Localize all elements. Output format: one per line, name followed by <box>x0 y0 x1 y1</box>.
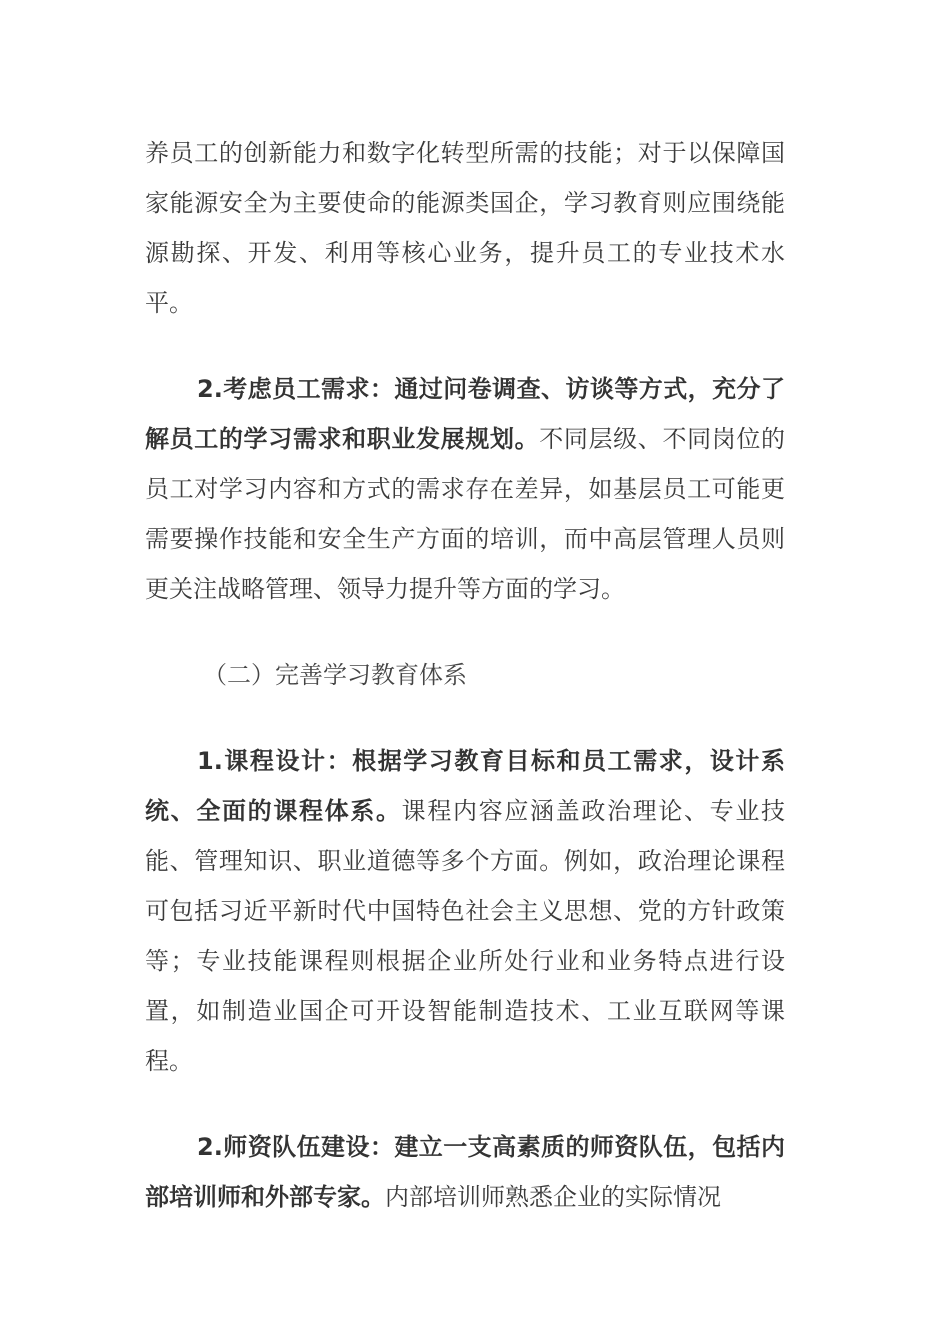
paragraph-text: 内部培训师熟悉企业的实际情况 <box>385 1183 721 1211</box>
paragraph-bold-lead: 1.课程设计：根据学习教育目标和员工需求，设计系统、全面的课程体系。 <box>145 747 785 825</box>
document-page <box>145 128 785 1222</box>
paragraph-employee-needs <box>145 364 785 614</box>
paragraph-text: 课程内容应涵盖政治理论、专业技能、管理知识、职业道德等多个方面。例如，政治理论课程可包括习近平新时代中国特色社会主义思想、党的方针政策等；专业技能课程则根据企业所处行业和业务特点进行设置，如制造业国企可开设智能制造技术、工业互联网等课程。 <box>145 797 786 1075</box>
paragraph-bold-lead: 2.师资队伍建设：建立一支高素质的师资队伍，包括内部培训师和外部专家。 <box>145 1133 785 1211</box>
paragraph-text: 不同层级、不同岗位的员工对学习内容和方式的需求存在差异，如基层员工可能更需要操作技能和安全生产方面的培训，而中高层管理人员则更关注战略管理、领导力提升等方面的学习。 <box>145 425 786 603</box>
paragraph-course-design <box>145 736 785 1086</box>
paragraph-bold-lead: 2.考虑员工需求：通过问卷调查、访谈等方式，充分了解员工的学习需求和职业发展规划。 <box>145 375 785 453</box>
section-heading: （二）完善学习教育体系 <box>203 661 467 689</box>
paragraph-faculty-building <box>145 1122 785 1222</box>
paragraph-energy-soe-training <box>145 128 785 328</box>
paragraph-text: 养员工的创新能力和数字化转型所需的技能；对于以保障国家能源安全为主要使命的能源类国企，学习教育则应围绕能源勘探、开发、利用等核心业务，提升员工的专业技术水平。 <box>145 139 785 317</box>
